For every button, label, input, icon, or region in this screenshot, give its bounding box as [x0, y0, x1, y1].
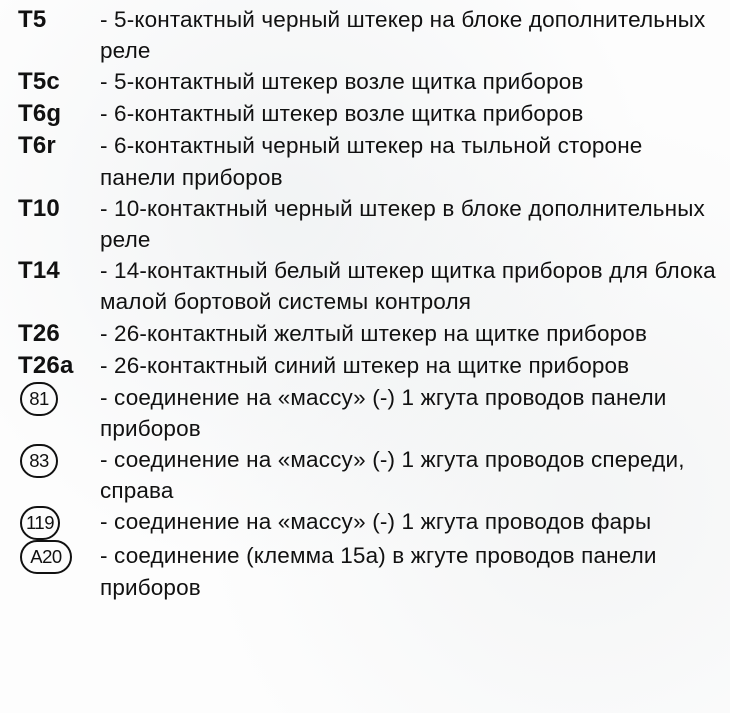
connector-description: - 26-контактный желтый штекер на щитке приборов	[100, 320, 648, 346]
connector-description: - 5-контактный штекер возле щитка приборов	[100, 69, 584, 95]
ground-point-label	[18, 506, 100, 540]
legend-item-ground-81	[18, 382, 720, 444]
connector-description: - 14-контактный белый штекер щитка приборов для блока малой бортовой системы контроля	[100, 258, 716, 315]
connector-code: T10	[18, 194, 60, 222]
ground-description: - соединение на «массу» (-) 1 жгута проводов фары	[100, 509, 652, 535]
connector-description: - 5-контактный черный штекер на блоке дополнительных реле	[100, 7, 706, 64]
connector-description: - 6-контактный штекер возле щитка приборов	[100, 101, 584, 127]
connector-code: T14	[18, 257, 60, 285]
connection-description: - соединение (клемма 15а) в жгуте проводов панели приборов	[100, 543, 657, 600]
ground-point-label	[18, 444, 100, 478]
connector-description: - 6-контактный черный штекер на тыльной стороне панели приборов	[100, 133, 643, 190]
legend-item-t6r	[18, 130, 720, 192]
connector-code: T26a	[18, 351, 74, 379]
ground-point-label	[18, 382, 100, 416]
legend-item-t6g	[18, 98, 720, 130]
connection-point-label	[18, 540, 100, 574]
legend-item-ground-119	[18, 506, 720, 540]
ground-point-badge: 81	[20, 382, 58, 416]
legend-item-t14	[18, 255, 720, 317]
ground-description: - соединение на «массу» (-) 1 жгута проводов спереди, справа	[100, 447, 685, 504]
connector-code: T6r	[18, 132, 56, 160]
ground-point-badge: 119	[20, 506, 60, 540]
connection-point-badge: A20	[20, 540, 72, 574]
ground-point-badge: 83	[20, 444, 58, 478]
ground-description: - соединение на «массу» (-) 1 жгута проводов панели приборов	[100, 384, 667, 441]
connector-description: - 10-контактный черный штекер в блоке дополнительных реле	[100, 195, 705, 253]
legend-item-ground-83	[18, 444, 720, 506]
legend-item-t5	[18, 4, 720, 66]
connector-code: T5	[18, 6, 47, 33]
legend-item-t10	[18, 193, 720, 255]
legend-item-t5c	[18, 66, 720, 98]
legend-item-t26	[18, 318, 720, 350]
connector-description: - 26-контактный синий штекер на щитке приборов	[100, 352, 630, 378]
connector-code: T6g	[18, 100, 62, 128]
legend-item-t26a	[18, 350, 720, 382]
legend-item-connection-a20	[18, 540, 720, 602]
connector-code: T26	[18, 319, 60, 347]
connector-code: T5c	[18, 68, 60, 96]
